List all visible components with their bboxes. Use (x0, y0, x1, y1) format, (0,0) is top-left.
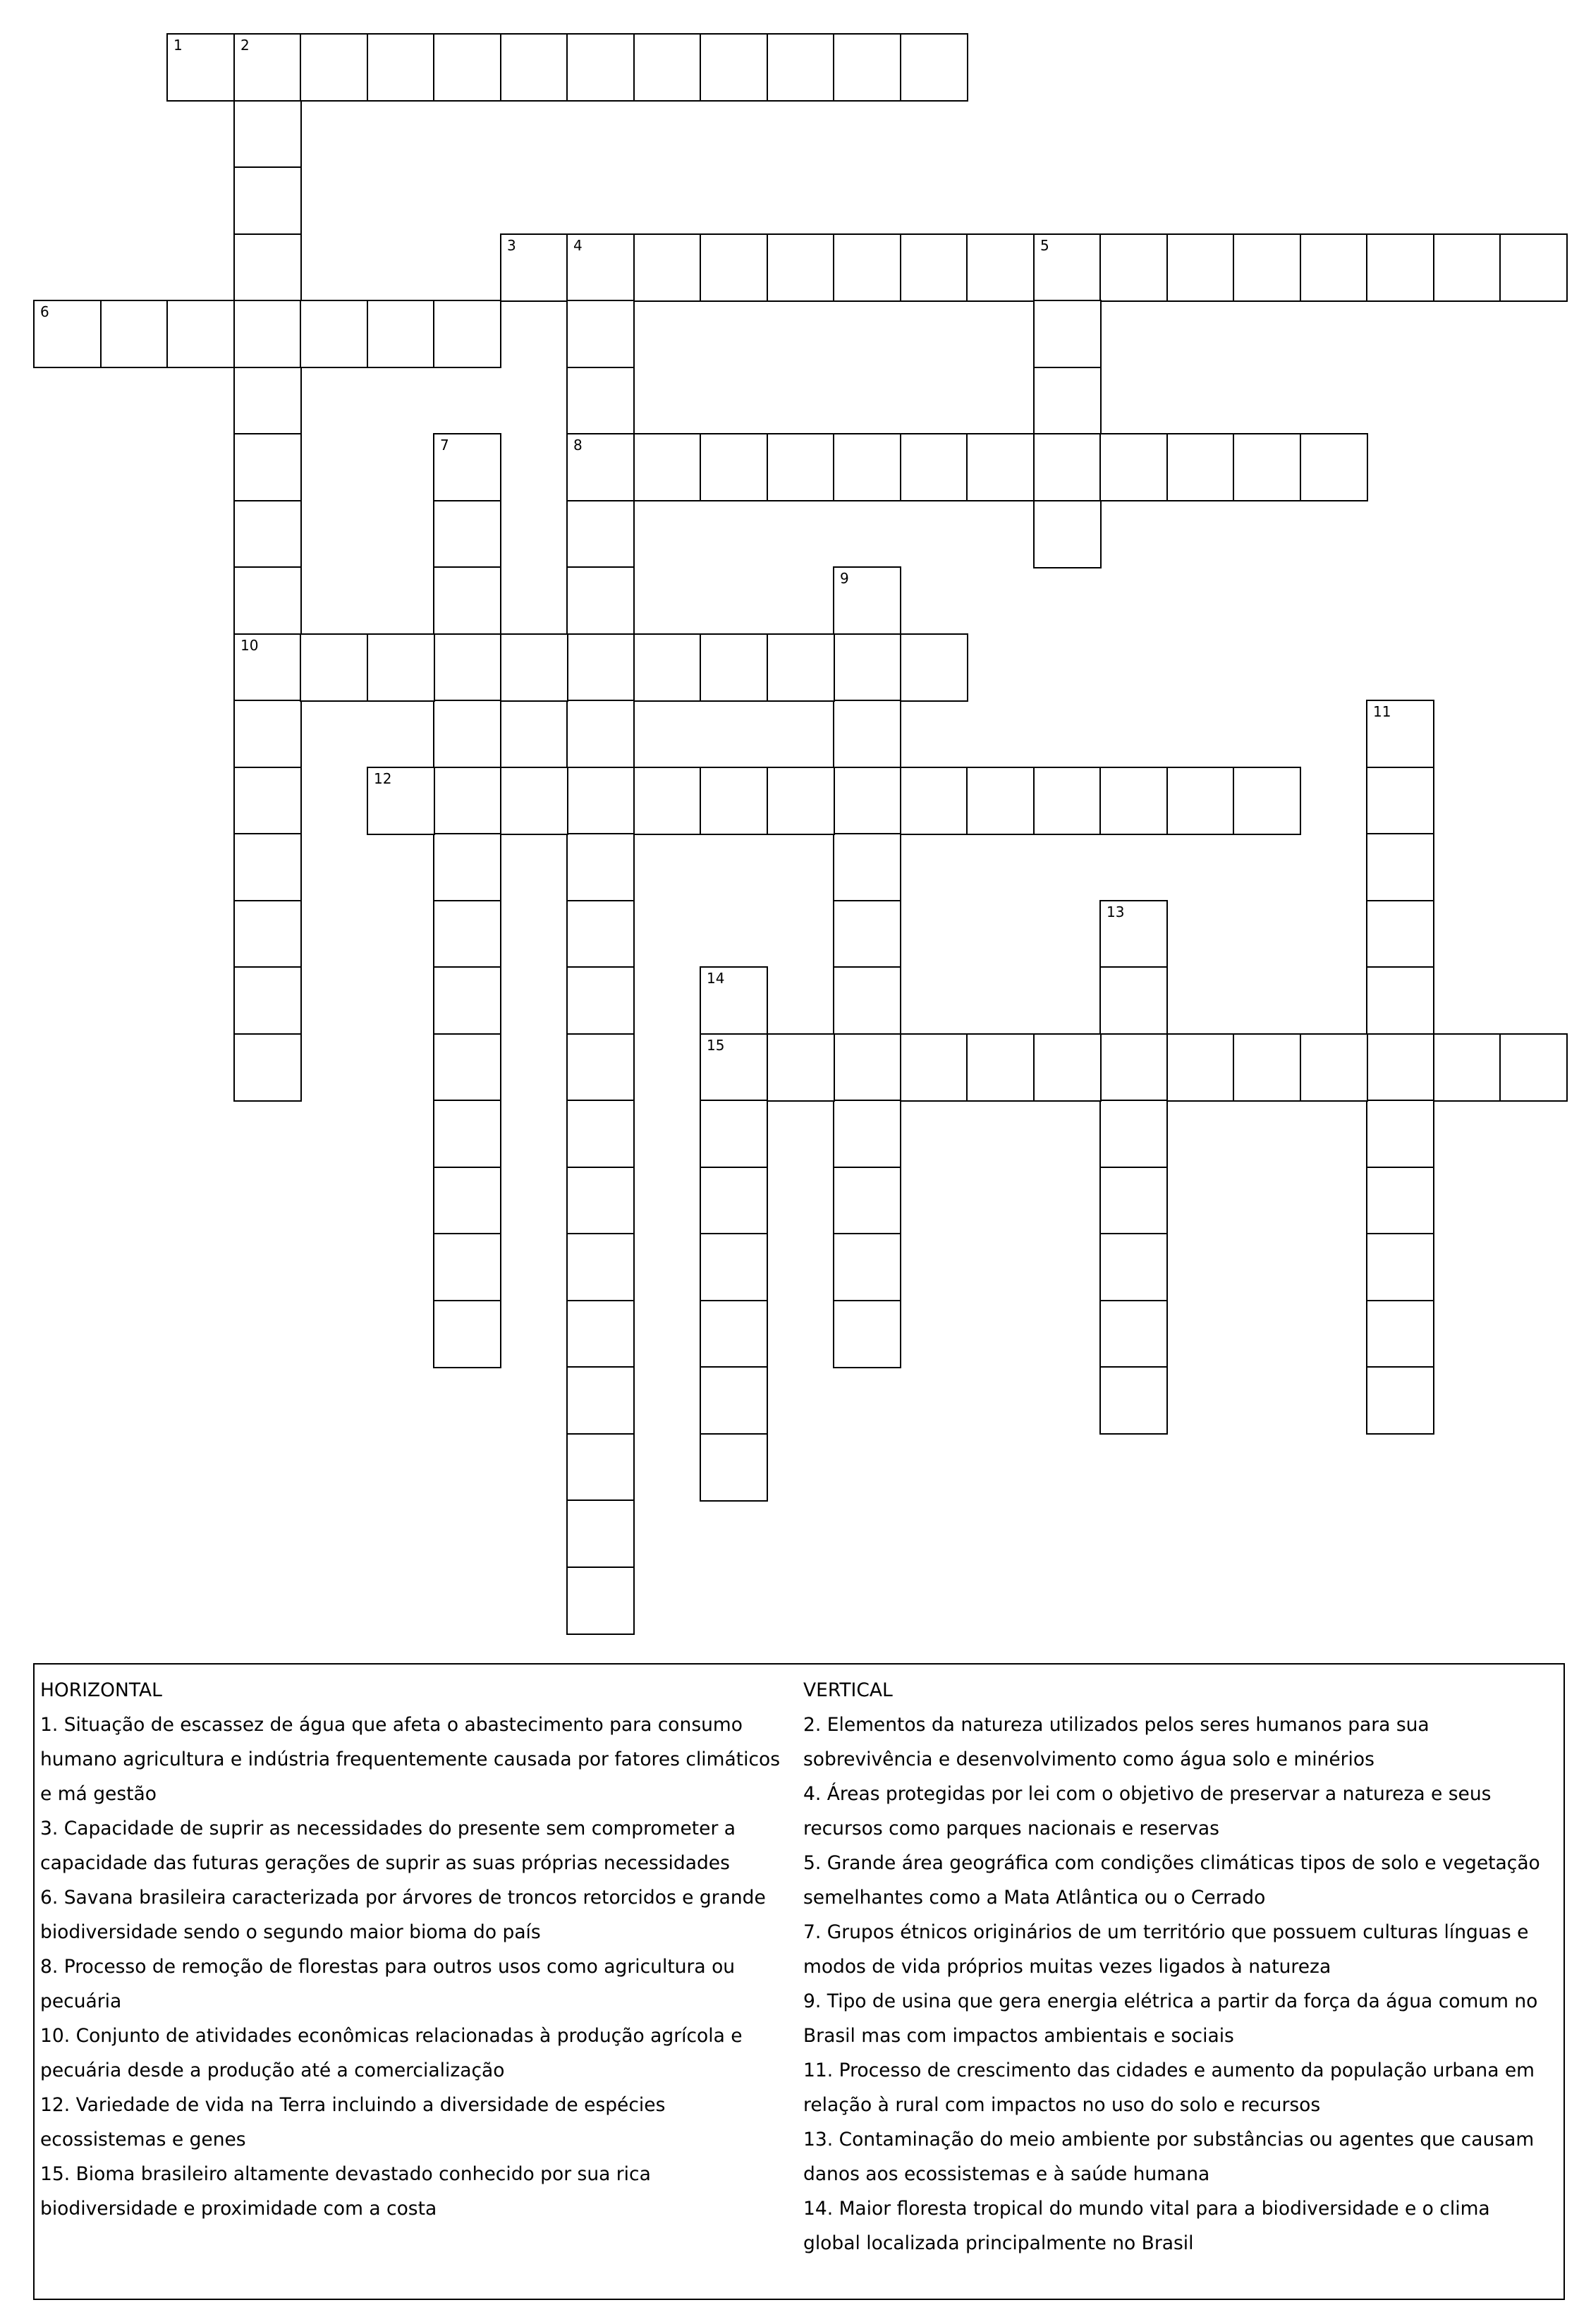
grid-cell[interactable] (566, 300, 635, 368)
grid-cell[interactable] (767, 767, 835, 835)
clue-line: capacidade das futuras gerações de suprir as suas próprias necessidades (40, 1852, 730, 1874)
grid-cell[interactable] (1166, 1033, 1235, 1102)
grid-cell[interactable] (900, 433, 968, 501)
clue-line: 10. Conjunto de atividades econômicas relacionadas à produção agrícola e (40, 2025, 743, 2047)
grid-cell[interactable] (500, 33, 568, 102)
grid-cell[interactable] (767, 633, 835, 702)
clue-line: 11. Processo de crescimento das cidades e aumento da população urbana em (803, 2060, 1535, 2081)
grid-cell[interactable] (1499, 233, 1568, 302)
grid-cell[interactable] (233, 966, 302, 1035)
grid-cell[interactable] (566, 1499, 635, 1568)
clues-box (33, 1663, 1565, 2300)
grid-cell[interactable] (700, 633, 768, 702)
grid-cell[interactable] (566, 833, 635, 901)
grid-cell[interactable] (700, 1100, 768, 1168)
grid-cell[interactable] (100, 300, 169, 368)
grid-cell[interactable] (433, 833, 501, 901)
clue-line: 8. Processo de remoção de florestas para outros usos como agricultura ou (40, 1956, 736, 1978)
grid-cell[interactable] (566, 966, 635, 1035)
grid-cell[interactable] (900, 1033, 968, 1102)
grid-cell[interactable] (433, 566, 501, 635)
grid-cell[interactable] (566, 233, 635, 302)
clue-line: 12. Variedade de vida na Terra incluindo a diversidade de espécies (40, 2094, 666, 2116)
grid-cell[interactable] (1099, 966, 1168, 1035)
grid-cell[interactable] (833, 1100, 901, 1168)
grid-cell[interactable] (433, 700, 501, 768)
grid-cell[interactable] (566, 767, 635, 835)
grid-cell[interactable] (1099, 1300, 1168, 1368)
grid-cell[interactable] (833, 1167, 901, 1235)
clue-line: global localizada principalmente no Brasil (803, 2232, 1194, 2254)
grid-cell[interactable] (633, 767, 702, 835)
clue-line: humano agricultura e indústria frequentemente causada por fatores climáticos (40, 1748, 781, 1770)
grid-cell[interactable] (433, 1167, 501, 1235)
grid-cell[interactable] (1300, 433, 1368, 501)
clue-line: e má gestão (40, 1783, 157, 1805)
grid-cell[interactable] (1366, 833, 1434, 901)
grid-cell[interactable] (566, 500, 635, 568)
grid-cell[interactable] (833, 900, 901, 968)
grid-cell[interactable] (700, 767, 768, 835)
grid-cell[interactable] (1099, 1233, 1168, 1301)
clue-number: 8 (573, 437, 583, 454)
grid-cell[interactable] (233, 633, 302, 702)
grid-cell[interactable] (433, 1033, 501, 1102)
grid-cell[interactable] (566, 566, 635, 635)
grid-cell[interactable] (566, 1167, 635, 1235)
clue-line: ecossistemas e genes (40, 2129, 246, 2150)
grid-cell[interactable] (233, 166, 302, 235)
grid-cell[interactable] (966, 767, 1035, 835)
grid-cell[interactable] (1099, 900, 1168, 968)
clue-line: biodiversidade e proximidade com a costa (40, 2198, 437, 2220)
grid-cell[interactable] (233, 433, 302, 501)
grid-cell[interactable] (566, 900, 635, 968)
grid-cell[interactable] (1499, 1033, 1568, 1102)
grid-cell[interactable] (500, 633, 568, 702)
clue-line: 4. Áreas protegidas por lei com o objetivo de preservar a natureza e seus (803, 1783, 1492, 1805)
grid-cell[interactable] (900, 767, 968, 835)
grid-cell[interactable] (233, 700, 302, 768)
grid-cell[interactable] (700, 1433, 768, 1502)
grid-cell[interactable] (767, 33, 835, 102)
grid-cell[interactable] (166, 33, 235, 102)
clue-line: 3. Capacidade de suprir as necessidades do presente sem comprometer a (40, 1818, 736, 1839)
grid-cell[interactable] (566, 1433, 635, 1502)
grid-cell[interactable] (1033, 433, 1102, 501)
grid-cell[interactable] (1099, 1033, 1168, 1102)
clue-line: 1. Situação de escassez de água que afeta o abastecimento para consumo (40, 1714, 743, 1736)
grid-cell[interactable] (1033, 367, 1102, 435)
grid-cell[interactable] (566, 367, 635, 435)
across-heading: HORIZONTAL (40, 1679, 162, 1701)
grid-cell[interactable] (1300, 233, 1368, 302)
grid-cell[interactable] (1233, 233, 1301, 302)
clue-number: 14 (707, 970, 725, 987)
grid-cell[interactable] (367, 300, 435, 368)
clue-number: 1 (173, 37, 183, 54)
grid-cell[interactable] (1366, 1100, 1434, 1168)
grid-cell[interactable] (900, 233, 968, 302)
grid-cell[interactable] (1099, 1100, 1168, 1168)
grid-cell[interactable] (566, 433, 635, 501)
grid-cell[interactable] (1166, 233, 1235, 302)
grid-cell[interactable] (700, 1167, 768, 1235)
clue-line: 7. Grupos étnicos originários de um território que possuem culturas línguas e (803, 1921, 1529, 1943)
grid-cell[interactable] (767, 433, 835, 501)
grid-cell[interactable] (833, 233, 901, 302)
grid-cell[interactable] (1099, 1167, 1168, 1235)
grid-cell[interactable] (1033, 500, 1102, 568)
grid-cell[interactable] (367, 633, 435, 702)
grid-cell[interactable] (900, 33, 968, 102)
grid-cell[interactable] (566, 700, 635, 768)
grid-cell[interactable] (433, 300, 501, 368)
grid-cell[interactable] (700, 1033, 768, 1102)
grid-cell[interactable] (33, 300, 102, 368)
clue-number: 11 (1373, 703, 1391, 720)
grid-cell[interactable] (966, 233, 1035, 302)
grid-cell[interactable] (433, 966, 501, 1035)
grid-cell[interactable] (566, 1300, 635, 1368)
grid-cell[interactable] (433, 1233, 501, 1301)
grid-cell[interactable] (1099, 433, 1168, 501)
grid-cell[interactable] (367, 33, 435, 102)
grid-cell[interactable] (233, 300, 302, 368)
grid-cell[interactable] (566, 1233, 635, 1301)
grid-cell[interactable] (300, 33, 368, 102)
grid-cell[interactable] (700, 966, 768, 1035)
grid-cell[interactable] (233, 233, 302, 302)
clue-line: relação à rural com impactos no uso do solo e recursos (803, 2094, 1321, 2116)
grid-cell[interactable] (233, 833, 302, 901)
clue-line: 13. Contaminação do meio ambiente por substâncias ou agentes que causam (803, 2129, 1535, 2150)
grid-cell[interactable] (433, 1300, 501, 1368)
grid-cell[interactable] (233, 566, 302, 635)
grid-cell[interactable] (367, 767, 435, 835)
grid-cell[interactable] (833, 566, 901, 635)
clue-number: 15 (707, 1037, 725, 1054)
grid-cell[interactable] (1033, 1033, 1102, 1102)
clue-line: 15. Bioma brasileiro altamente devastado conhecido por sua rica (40, 2163, 651, 2185)
grid-cell[interactable] (833, 433, 901, 501)
grid-cell[interactable] (633, 33, 702, 102)
clue-number: 3 (507, 237, 516, 254)
clue-number: 4 (573, 237, 583, 254)
grid-cell[interactable] (833, 966, 901, 1035)
clue-line: pecuária (40, 1990, 122, 2012)
grid-cell[interactable] (433, 433, 501, 501)
clue-line: pecuária desde a produção até a comercialização (40, 2060, 505, 2081)
clue-line: Brasil mas com impactos ambientais e sociais (803, 2025, 1234, 2047)
grid-cell[interactable] (1366, 233, 1434, 302)
clue-line: biodiversidade sendo o segundo maior bioma do país (40, 1921, 541, 1943)
grid-cell[interactable] (566, 1566, 635, 1635)
clue-number: 7 (440, 437, 449, 454)
grid-cell[interactable] (166, 300, 235, 368)
grid-cell[interactable] (833, 700, 901, 768)
grid-cell[interactable] (700, 33, 768, 102)
grid-cell[interactable] (1233, 767, 1301, 835)
grid-cell[interactable] (1166, 767, 1235, 835)
grid-cell[interactable] (1366, 966, 1434, 1035)
grid-cell[interactable] (700, 1233, 768, 1301)
grid-cell[interactable] (833, 1233, 901, 1301)
grid-cell[interactable] (233, 767, 302, 835)
clue-number: 13 (1107, 904, 1125, 920)
grid-cell[interactable] (700, 1366, 768, 1435)
grid-cell[interactable] (700, 433, 768, 501)
grid-cell[interactable] (1433, 1033, 1501, 1102)
grid-cell[interactable] (1366, 1300, 1434, 1368)
grid-cell[interactable] (1099, 1366, 1168, 1435)
grid-cell[interactable] (833, 833, 901, 901)
grid-cell[interactable] (300, 300, 368, 368)
grid-cell[interactable] (833, 1033, 901, 1102)
grid-cell[interactable] (1366, 900, 1434, 968)
grid-cell[interactable] (1033, 300, 1102, 368)
grid-cell[interactable] (233, 33, 302, 102)
down-clues-column (803, 1673, 1558, 2261)
grid-cell[interactable] (1300, 1033, 1368, 1102)
grid-cell[interactable] (700, 233, 768, 302)
grid-cell[interactable] (1366, 767, 1434, 835)
grid-cell[interactable] (1366, 1366, 1434, 1435)
clue-line: recursos como parques nacionais e reservas (803, 1818, 1219, 1839)
grid-cell[interactable] (833, 633, 901, 702)
grid-cell[interactable] (233, 900, 302, 968)
grid-cell[interactable] (433, 500, 501, 568)
grid-cell[interactable] (566, 1033, 635, 1102)
grid-cell[interactable] (633, 233, 702, 302)
grid-cell[interactable] (433, 767, 501, 835)
clue-number: 9 (840, 570, 849, 587)
clue-number: 6 (40, 303, 49, 320)
clue-line: 9. Tipo de usina que gera energia elétrica a partir da força da água comum no (803, 1990, 1538, 2012)
grid-cell[interactable] (1366, 1233, 1434, 1301)
clue-line: sobrevivência e desenvolvimento como água solo e minérios (803, 1748, 1374, 1770)
clue-line: modos de vida próprios muitas vezes ligados à natureza (803, 1956, 1331, 1978)
clue-line: 5. Grande área geográfica com condições climáticas tipos de solo e vegetação (803, 1852, 1540, 1874)
clue-number: 2 (240, 37, 250, 54)
grid-cell[interactable] (566, 33, 635, 102)
grid-cell[interactable] (966, 1033, 1035, 1102)
grid-cell[interactable] (1233, 1033, 1301, 1102)
grid-cell[interactable] (233, 1033, 302, 1102)
grid-cell[interactable] (1433, 233, 1501, 302)
grid-cell[interactable] (233, 500, 302, 568)
clue-line: semelhantes como a Mata Atlântica ou o Cerrado (803, 1887, 1266, 1909)
grid-cell[interactable] (1366, 1033, 1434, 1102)
clue-number: 10 (240, 637, 259, 654)
grid-cell[interactable] (767, 1033, 835, 1102)
grid-cell[interactable] (1099, 767, 1168, 835)
grid-cell[interactable] (566, 633, 635, 702)
grid-cell[interactable] (1099, 233, 1168, 302)
grid-cell[interactable] (833, 1300, 901, 1368)
grid-cell[interactable] (1033, 767, 1102, 835)
grid-cell[interactable] (1166, 433, 1235, 501)
grid-cell[interactable] (433, 900, 501, 968)
grid-cell[interactable] (1033, 233, 1102, 302)
grid-cell[interactable] (633, 433, 702, 501)
grid-cell[interactable] (233, 100, 302, 169)
grid-cell[interactable] (633, 633, 702, 702)
grid-cell[interactable] (300, 633, 368, 702)
grid-cell[interactable] (566, 1100, 635, 1168)
clue-line: 14. Maior floresta tropical do mundo vital para a biodiversidade e o clima (803, 2198, 1490, 2220)
grid-cell[interactable] (500, 767, 568, 835)
grid-cell[interactable] (1233, 433, 1301, 501)
grid-cell[interactable] (700, 1300, 768, 1368)
clue-line: 6. Savana brasileira caracterizada por árvores de troncos retorcidos e grande (40, 1887, 766, 1909)
grid-cell[interactable] (500, 233, 568, 302)
grid-cell[interactable] (1366, 1167, 1434, 1235)
grid-cell[interactable] (966, 433, 1035, 501)
clue-number: 12 (374, 770, 392, 787)
grid-cell[interactable] (1366, 700, 1434, 768)
clue-line: danos aos ecossistemas e à saúde humana (803, 2163, 1210, 2185)
grid-cell[interactable] (433, 33, 501, 102)
grid-cell[interactable] (433, 1100, 501, 1168)
grid-cell[interactable] (767, 233, 835, 302)
grid-cell[interactable] (833, 33, 901, 102)
grid-cell[interactable] (833, 767, 901, 835)
grid-cell[interactable] (900, 633, 968, 702)
across-clues-column (40, 1673, 788, 2226)
clue-number: 5 (1040, 237, 1049, 254)
down-heading: VERTICAL (803, 1679, 893, 1701)
grid-cell[interactable] (433, 633, 501, 702)
grid-cell[interactable] (566, 1366, 635, 1435)
clue-line: 2. Elementos da natureza utilizados pelos seres humanos para sua (803, 1714, 1430, 1736)
grid-cell[interactable] (233, 367, 302, 435)
